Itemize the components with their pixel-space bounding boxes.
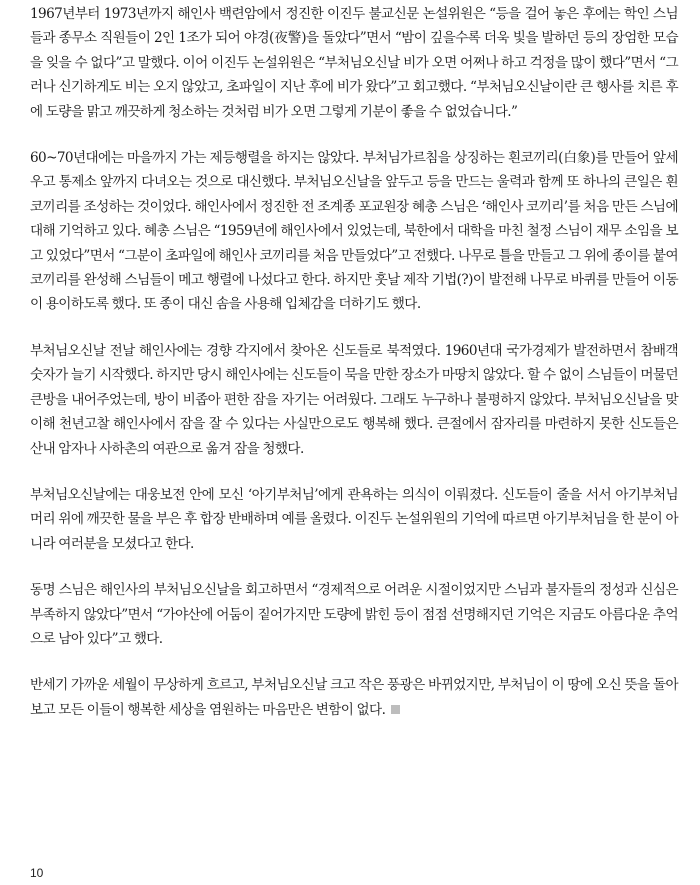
end-square-icon <box>391 705 400 714</box>
article-paragraph-6-text: 반세기 가까운 세월이 무상하게 흐르고, 부처님오신날 크고 작은 풍광은 바뀌었지만, 부처님이 이 땅에 오신 뜻을 돌아보고 모든 이들이 행복한 세상을 염원하는 마음만은 변함이 없다. <box>30 677 678 718</box>
article-paragraph-4: 부처님오신날에는 대웅보전 안에 모신 ‘아기부처님’에게 관욕하는 의식이 이뤄졌다. 신도들이 줄을 서서 아기부처님 머리 위에 깨끗한 물을 부은 후 합장 반배하며 예를 올렸다. 이진두 논설위원의 기억에 따르면 아기부처님을 한 분이 아니라 여러분을 모셨다고 한다. <box>30 486 678 552</box>
article-body <box>30 2 678 744</box>
article-paragraph-6 <box>30 673 678 722</box>
article-paragraph-5: 동명 스님은 해인사의 부처님오신날을 회고하면서 “경제적으로 어려운 시절이었지만 스님과 불자들의 정성과 신심은 부족하지 않았다”면서 “가야산에 어둠이 짙어가지만 도량에 밝힌 등이 점점 선명해지던 기억은 지금도 아름다운 추억으로 남아 있다”고 했다. <box>30 582 678 647</box>
article-paragraph-2: 60~70년대에는 마을까지 가는 제등행렬을 하지는 않았다. 부처님가르침을 상징하는 흰코끼리(白象)를 만들어 앞세우고 통제소 앞까지 다녀오는 것으로 대신했다. 부처님오신날을 앞두고 등을 만드는 울력과 함께 또 하나의 큰일은 흰코끼리를 조성하는 것이었다. 해인사에서 정진한 전 조계종 포교원장 혜총 스님은 ‘해인사 코끼리’를 처음 만든 스님에 대해 기억하고 있다. 혜총 스님은 “1959년에 해인사에서 있었는데, 북한에서 대학을 마친 철정 스님이 재무 소임을 보고 있었다”면서 “그분이 초파일에 해인사 코끼리를 처음 만들었다”고 전했다. 나무로 틀을 만들고 그 위에 종이를 붙여 코끼리를 완성해 스님들이 메고 행렬에 나섰다고 한다. 하지만 훗날 제작 기법(?)이 발전해 나무로 바퀴를 만들어 이동이 용이하도록 했다. 또 종이 대신 솜을 사용해 입체감을 더하기도 했다. <box>30 150 678 313</box>
page-number: 10 <box>30 866 44 880</box>
article-paragraph-3: 부처님오신날 전날 해인사에는 경향 각지에서 찾아온 신도들로 북적였다. 1960년대 국가경제가 발전하면서 참배객 숫자가 늘기 시작했다. 하지만 당시 해인사에는 신도들이 묵을 만한 장소가 마땅치 않았다. 할 수 없이 스님들이 머물던 큰방을 내어주었는데, 방이 비좁아 편한 잠을 자기는 어려웠다. 그래도 누구하나 불평하지 않았다. 부처님오신날을 맞이해 천년고찰 해인사에서 잠을 잘 수 있다는 사실만으로도 행복해 했다. 큰절에서 잠자리를 마련하지 못한 신도들은 산내 암자나 사하촌의 여관으로 옮겨 잠을 청했다. <box>30 342 678 457</box>
article-paragraph-1: 1967년부터 1973년까지 해인사 백련암에서 정진한 이진두 불교신문 논설위원은 “등을 걸어 놓은 후에는 학인 스님들과 종무소 직원들이 2인 1조가 되어 야경(夜警)을 돌았다”면서 “밤이 깊을수록 더욱 빛을 발하던 등의 장엄한 모습을 잊을 수 없다”고 말했다. 이어 이진두 논설위원은 “부처님오신날 비가 오면 어쩌나 하고 걱정을 많이 했다”면서 “그러나 신기하게도 비는 오지 않았고, 초파일이 지난 후에 비가 왔다”고 회고했다. “부처님오신날이란 큰 행사를 치른 후에 도량을 맑고 깨끗하게 청소하는 것처럼 비가 오면 그렇게 기분이 좋을 수 없었습니다.” <box>30 6 678 120</box>
